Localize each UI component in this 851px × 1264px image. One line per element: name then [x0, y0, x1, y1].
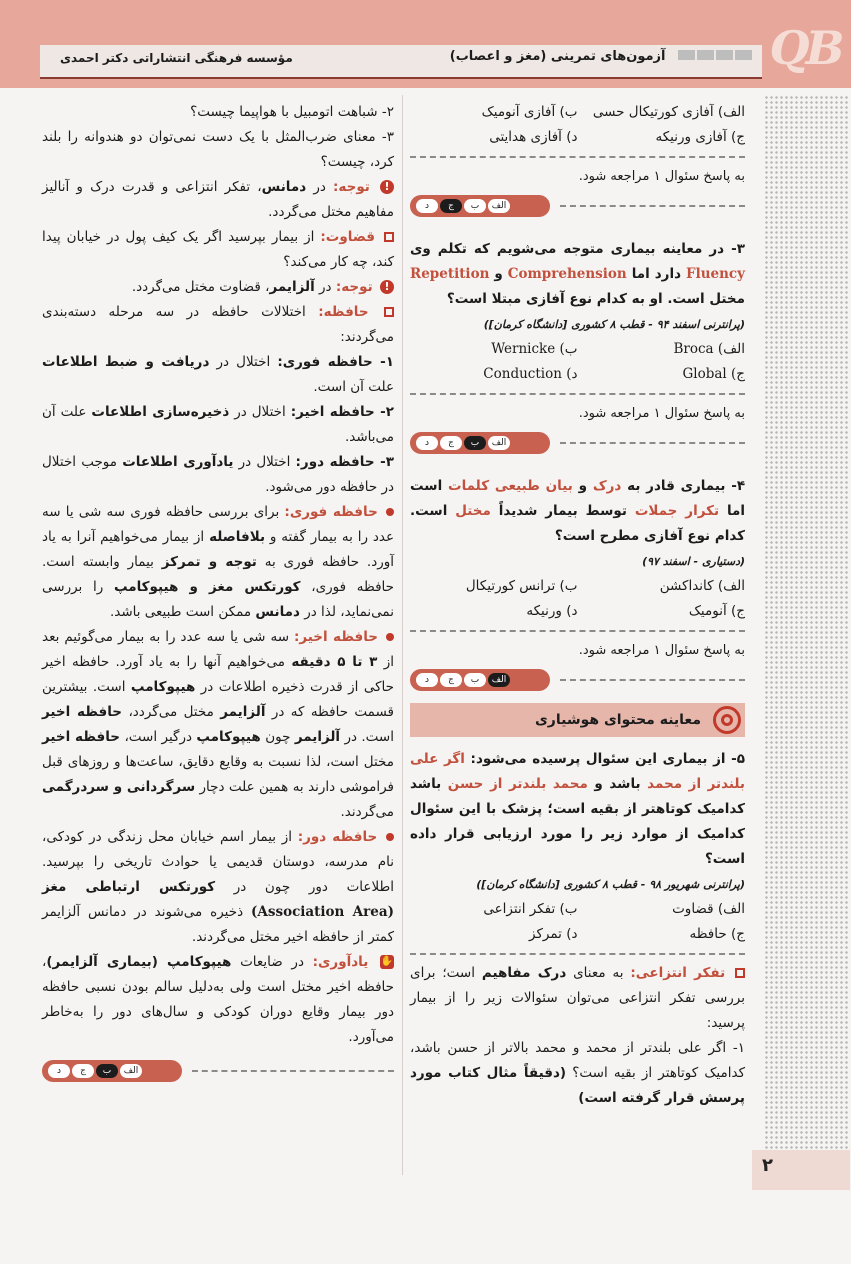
question-source: (پرانترنی اسفند ۹۴ - قطب ۸ کشوری [دانشگاه کرمان]): [483, 318, 745, 331]
memory-note: حافظه: اختلالات حافظه در سه مرحله دسته‌بندی می‌گردند:: [42, 304, 394, 345]
answer-key-3: [48, 1064, 142, 1078]
bullet-icon: [386, 633, 394, 641]
option-a: الف) قضاوت: [672, 901, 745, 917]
question-3: ۳- در معاینه بیماری متوجه می‌شویم که تکلم وی Fluency دارد اما Comprehension و Repetition مختل است. او به کدام نوع آفازی مبتلا است؟: [410, 241, 745, 307]
dashed-divider: [410, 156, 745, 158]
memory-item-1: ۱- حافظه فوری: اختلال در دریافت و ضبط اطلاعات علت آن است.: [42, 354, 395, 395]
abstract-thinking-note: تفکر انتزاعی: به معنای درک مفاهیم است؛ برای بررسی تفکر انتزاعی می‌توان سئوالات زیر را از بیمار پرسید:: [410, 965, 745, 1031]
immediate-memory: حافظه فوری: برای بررسی حافظه فوری سه شی یا سه عدد را به بیمار گفته و بلافاصله از بیمار می‌خواهیم آنرا به یاد آورد. حافظه فوری به توجه و تمرکز بیمار وابسته است. حافظه فوری، کورتکس مغز و هیپوکامپ را بررسی نمی‌نماید، لذا در دمانس ممکن است طبیعی باشد.: [42, 504, 395, 620]
header-title: آزمون‌های تمرینی (مغز و اعصاب): [449, 49, 666, 64]
section-title: معاینه محتوای هوشیاری: [534, 712, 701, 728]
option-c: ج) آفازی ورنیکه: [655, 129, 745, 145]
option-b: ب) تفکر انتزاعی: [483, 901, 578, 917]
warning-icon: !: [380, 180, 394, 194]
memory-item-2: ۲- حافظه اخیر: اختلال در ذخیره‌سازی اطلاعات علت آن می‌باشد.: [42, 404, 394, 445]
answer-choice: الف: [120, 1064, 142, 1078]
header-squares-icon: [676, 49, 752, 64]
judgment-note: قضاوت: از بیمار بپرسید اگر یک کیف پول در خیابان پیدا کند، چه کار می‌کند؟: [42, 229, 394, 270]
dot-pattern: [764, 95, 848, 1155]
header-right: [450, 49, 752, 64]
answer-key-2: [416, 673, 510, 687]
q4-options: [410, 574, 745, 624]
question-source: (پرانترنی شهریور ۹۸ - قطب ۸ کشوری [دانشگاه کرمان]): [476, 878, 745, 891]
option-d: د) آفازی هدایتی: [489, 129, 578, 145]
option-c: ج) حافظه: [689, 926, 745, 942]
bullet-icon: [386, 833, 394, 841]
qb-logo: QB: [769, 21, 841, 75]
answer-key-bar: [410, 193, 745, 219]
answer-choice: الف: [488, 436, 510, 450]
answer-choice: ج: [440, 436, 462, 450]
answer-key-1: [416, 436, 510, 450]
box-icon: [384, 307, 394, 317]
q2-options: [410, 100, 745, 150]
reminder-note: ✋ یادآوری: در ضایعات هیپوکامپ (بیماری آلزایمر)، حافظه اخیر مختل است ولی به‌دلیل سالم بودن نسبی حافظه دور بیمار وقایع دوران کودکی و سال‌های دور را به‌خاطر می‌آورد.: [42, 954, 394, 1045]
note-alzheimer: ! توجه: در آلزایمر، قضاوت مختل می‌گردد.: [42, 275, 394, 300]
answer-choice: د: [416, 199, 438, 213]
answer-choice: الف: [488, 673, 510, 687]
option-b: ب) Wernicke: [491, 341, 578, 357]
option-d: د) Conduction: [483, 366, 578, 382]
answer-choice: د: [416, 436, 438, 450]
answer-choice: د: [48, 1064, 70, 1078]
item-3: ۳- معنای ضرب‌المثل با یک دست نمی‌توان دو هندوانه را بلند کرد، چیست؟: [42, 129, 394, 170]
answer-choice: ب: [96, 1064, 118, 1078]
left-column: [42, 100, 394, 1094]
answer-key-0: [416, 199, 510, 213]
dashed-divider: [410, 393, 745, 395]
answer-choice: ب: [464, 673, 486, 687]
answer-choice: ب: [464, 436, 486, 450]
memory-item-3: ۳- حافظه دور: اختلال در یادآوری اطلاعات موجب اختلال در حافظه دور می‌شود.: [42, 454, 394, 495]
item-2: ۲- شباهت اتومبیل با هواپیما چیست؟: [190, 104, 394, 120]
dashed-divider: [410, 953, 745, 955]
option-a: الف) آفازی کورتیکال حسی: [592, 104, 745, 120]
answer-key-bar: [42, 1058, 394, 1084]
answer-choice: ج: [440, 199, 462, 213]
remote-memory: حافظه دور: از بیمار اسم خیابان محل زندگی در کودکی، نام مدرسه، دوستان قدیمی یا حوادث تاریخی را بپرسید. اطلاعات دور چون در کورتکس ارتباطی مغز (Association Area) ذخیره می‌شوند در دمانس آلزایمر کمتر از حافظه اخیر مختل می‌گردند.: [42, 829, 394, 945]
section-banner: [410, 703, 745, 737]
option-c: ج) Global: [682, 366, 745, 382]
abstract-item-1: ۱- اگر علی بلندتر از محمد و محمد بالاتر از حسن باشد، کدامیک کوتاهتر از بقیه است؟ (دقیقاً مثال کتاب مورد پرسش قرار گرفته است): [410, 1040, 745, 1106]
answer-choice: الف: [488, 199, 510, 213]
option-a: الف) کانداکشن: [659, 578, 745, 594]
answer-choice: ج: [72, 1064, 94, 1078]
publisher-name: مؤسسه فرهنگی انتشاراتی دکتر احمدی: [60, 51, 293, 65]
option-c: ج) آنومیک: [688, 603, 745, 619]
note-dementia: ! توجه: در دمانس، تفکر انتزاعی و قدرت درک و آنالیز مفاهیم مختل می‌گردد.: [42, 179, 394, 220]
question-5: ۵- از بیماری این سئوال پرسیده می‌شود: اگر علی بلندتر از محمد باشد و محمد بلندتر از حسن باشد کدامیک کوتاهتر از بقیه است؛ پزشک با این سئوال کدامیک از موارد زیر را مورد ارزیابی قرار داده است؟: [410, 751, 746, 867]
hand-icon: ✋: [380, 956, 394, 967]
answer-choice: د: [416, 673, 438, 687]
bullet-icon: [386, 508, 394, 516]
box-icon: [384, 232, 394, 242]
answer-pill: [410, 432, 550, 454]
answer-choice: ج: [440, 673, 462, 687]
warning-icon: !: [380, 280, 394, 294]
answer-reference: به پاسخ سئوال ۱ مراجعه شود.: [578, 169, 745, 184]
dashed-divider: [410, 630, 745, 632]
answer-reference: به پاسخ سئوال ۱ مراجعه شود.: [578, 406, 745, 421]
option-b: ب) آفازی آنومیک: [481, 104, 578, 120]
question-source: (دستیاری - اسفند ۹۷): [642, 555, 745, 568]
question-4: ۴- بیماری قادر به درک و بیان طبیعی کلمات است اما تکرار جملات توسط بیمار شدیداً مختل است. کدام نوع آفازی مطرح است؟: [410, 478, 746, 544]
answer-reference: به پاسخ سئوال ۱ مراجعه شود.: [578, 643, 745, 658]
page-number: ۲: [762, 1155, 773, 1176]
option-d: د) ورنیکه: [526, 603, 578, 619]
answer-pill: [410, 669, 550, 691]
answer-key-bar: [410, 667, 745, 693]
answer-choice: ب: [464, 199, 486, 213]
column-divider: [402, 95, 403, 1175]
answer-pill: [42, 1060, 182, 1082]
answer-pill: [410, 195, 550, 217]
right-column: [410, 100, 745, 1111]
header-bar: [40, 45, 762, 79]
target-icon: [713, 706, 741, 734]
q5-options: [410, 897, 745, 947]
option-d: د) تمرکز: [529, 926, 578, 942]
q3-options: [410, 337, 745, 387]
answer-key-bar: [410, 430, 745, 456]
option-b: ب) ترانس کورتیکال: [465, 578, 578, 594]
option-a: الف) Broca: [673, 341, 745, 357]
box-icon: [735, 968, 745, 978]
recent-memory: حافظه اخیر: سه شی یا سه عدد را به بیمار می‌گوئیم بعد از ۳ تا ۵ دقیقه می‌خواهیم آنها را به یاد آورد. حافظه اخیر حاکی از قدرت ذخیره اطلاعات در هیپوکامپ است. بیشترین قسمت حافظه که در آلزایمر مختل می‌گردد، حافظه اخیر است. در آلزایمر چون هیپوکامپ درگیر است، حافظه اخیر مختل است، لذا نسبت به وقایع دقایق، ساعت‌ها و روزهای قبل فراموشی دارند به همین علت دچار سرگردانی و سردرگمی می‌گردند.: [42, 629, 395, 820]
